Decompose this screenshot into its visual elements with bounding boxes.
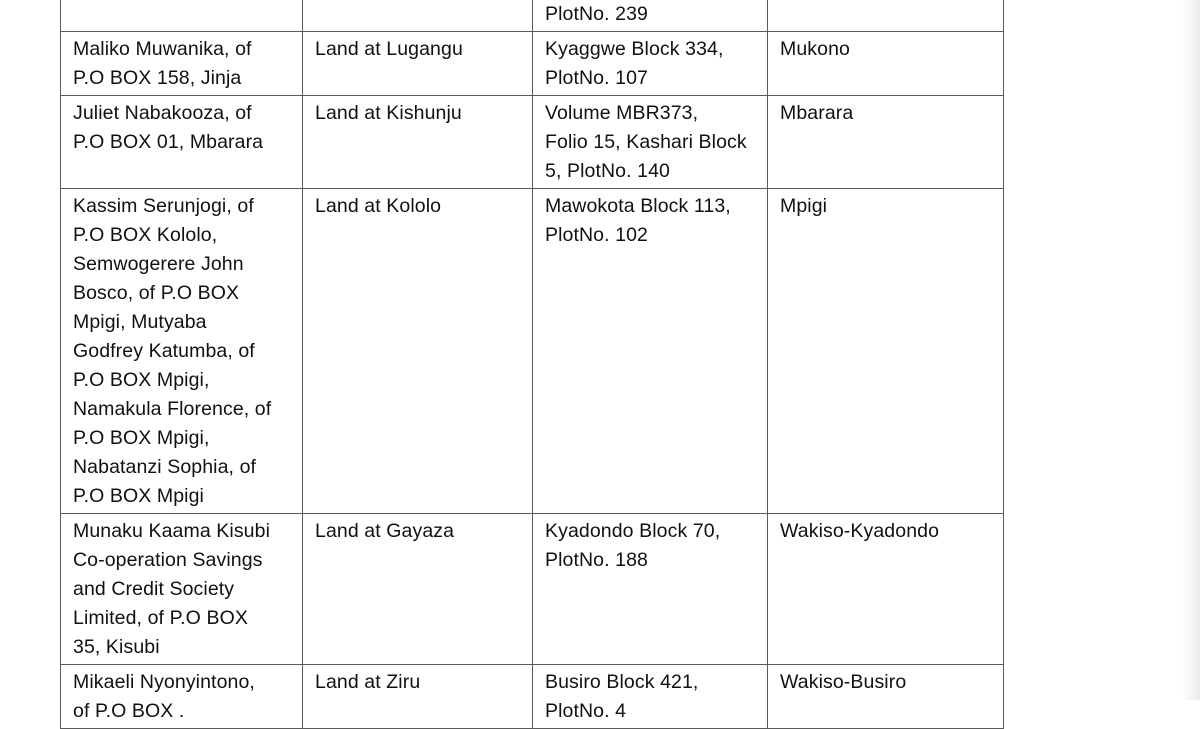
land-name-cell <box>303 96 533 189</box>
owner-cell <box>61 32 303 96</box>
owner-cell-line: Co-operation Savings <box>73 549 263 571</box>
description-cell-line: Volume MBR373, <box>545 102 699 124</box>
description-cell <box>533 0 768 32</box>
district-cell <box>768 665 1004 729</box>
owner-cell-line: and Credit Society <box>73 578 235 600</box>
description-cell <box>533 189 768 514</box>
district-cell-line: Mbarara <box>780 102 854 124</box>
description-cell-line: PlotNo. 107 <box>545 67 648 89</box>
district-cell <box>768 96 1004 189</box>
owner-cell <box>61 189 303 514</box>
description-cell-line: PlotNo. 102 <box>545 224 648 246</box>
district-cell <box>768 514 1004 665</box>
land-name-cell-line: Land at Kololo <box>315 195 442 217</box>
description-cell <box>533 96 768 189</box>
owner-cell-line: P.O BOX Mpigi, <box>73 427 210 449</box>
owner-cell-line: Mpigi, Mutyaba <box>73 311 207 333</box>
owner-cell-line: Nabatanzi Sophia, of <box>73 456 257 478</box>
owner-cell-line: P.O BOX Mpigi <box>73 485 204 507</box>
table-row <box>61 0 1004 32</box>
district-cell-line: Wakiso-Kyadondo <box>780 520 940 542</box>
page-edge-shadow <box>1182 0 1200 700</box>
district-cell-line: Mpigi <box>780 195 828 217</box>
owner-cell <box>61 514 303 665</box>
land-name-cell <box>303 514 533 665</box>
owner-cell-line: P.O BOX Mpigi, <box>73 369 210 391</box>
district-cell <box>768 189 1004 514</box>
owner-cell-line: Semwogerere John <box>73 253 244 275</box>
owner-cell-line: P.O BOX 158, Jinja <box>73 67 242 89</box>
owner-cell-line: Juliet Nabakooza, of <box>73 102 252 124</box>
land-name-cell <box>303 32 533 96</box>
owner-cell-line: Bosco, of P.O BOX <box>73 282 240 304</box>
table-row <box>61 665 1004 729</box>
land-name-cell <box>303 0 533 32</box>
description-cell <box>533 665 768 729</box>
land-name-cell-line: Land at Lugangu <box>315 38 463 60</box>
description-cell-line: Kyadondo Block 70, <box>545 520 721 542</box>
description-cell-line: Kyaggwe Block 334, <box>545 38 724 60</box>
owner-cell <box>61 0 303 32</box>
land-name-cell-line: Land at Gayaza <box>315 520 455 542</box>
land-name-cell-line: Land at Kishunju <box>315 102 462 124</box>
description-cell-line: Busiro Block 421, <box>545 671 699 693</box>
owner-cell-line: Maliko Muwanika, of <box>73 38 252 60</box>
table-row <box>61 189 1004 514</box>
owner-cell-line: P.O BOX 01, Mbarara <box>73 131 264 153</box>
description-cell <box>533 32 768 96</box>
owner-cell-line: of P.O BOX . <box>73 700 185 722</box>
description-cell-line: Folio 15, Kashari Block <box>545 131 747 153</box>
land-name-cell <box>303 665 533 729</box>
owner-cell-line: Munaku Kaama Kisubi <box>73 520 271 542</box>
table-row <box>61 96 1004 189</box>
owner-cell <box>61 665 303 729</box>
owner-cell-line: 35, Kisubi <box>73 636 160 658</box>
description-cell-line: PlotNo. 4 <box>545 700 627 722</box>
district-cell <box>768 32 1004 96</box>
owner-cell-line: Namakula Florence, of <box>73 398 272 420</box>
district-cell-line: Wakiso-Busiro <box>780 671 907 693</box>
description-cell <box>533 514 768 665</box>
table-row <box>61 32 1004 96</box>
owner-cell-line: Mikaeli Nyonyintono, <box>73 671 255 693</box>
table-body <box>61 0 1004 729</box>
land-name-cell <box>303 189 533 514</box>
district-cell <box>768 0 1004 32</box>
district-cell-line: Mukono <box>780 38 850 60</box>
description-cell-line: 5, PlotNo. 140 <box>545 160 670 182</box>
land-registry-table <box>60 0 1004 729</box>
table-row <box>61 514 1004 665</box>
owner-cell-line: Godfrey Katumba, of <box>73 340 255 362</box>
owner-cell <box>61 96 303 189</box>
description-cell-line: Mawokota Block 113, <box>545 195 731 217</box>
description-cell-line: PlotNo. 239 <box>545 3 648 25</box>
owner-cell-line: P.O BOX Kololo, <box>73 224 218 246</box>
owner-cell-line: Kassim Serunjogi, of <box>73 195 254 217</box>
description-cell-line: PlotNo. 188 <box>545 549 648 571</box>
land-name-cell-line: Land at Ziru <box>315 671 421 693</box>
owner-cell-line: Limited, of P.O BOX <box>73 607 248 629</box>
